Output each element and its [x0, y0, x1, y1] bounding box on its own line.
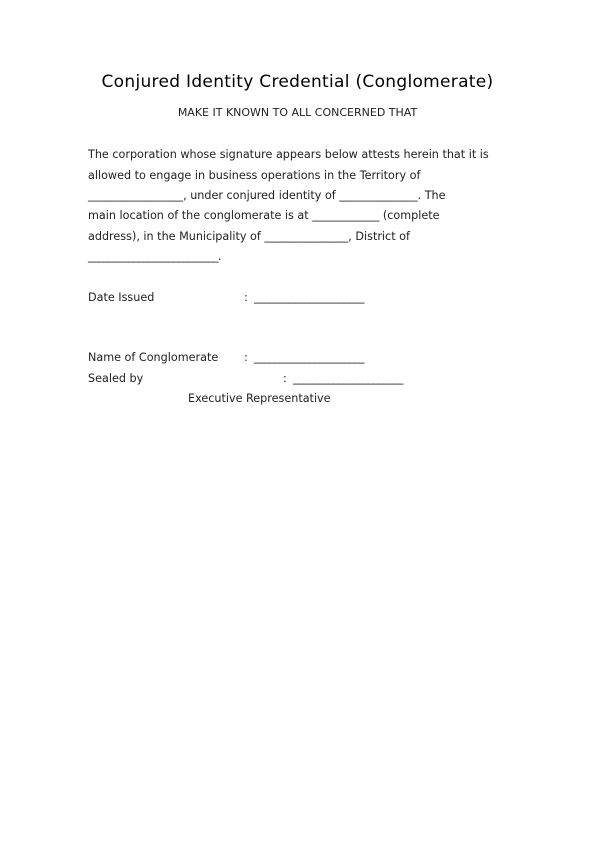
name-of-conglomerate-colon: : [244, 351, 248, 364]
body-line-4: main location of the conglomerate is at ____________ (complete [88, 209, 440, 222]
sealed-by-label: Sealed by [88, 372, 144, 385]
document-subtitle: MAKE IT KNOWN TO ALL CONCERNED THAT [177, 106, 418, 119]
document-title: Conjured Identity Credential (Conglomerate) [101, 72, 494, 92]
body-line-3: _________________, under conjured identity of ______________. The [88, 189, 446, 202]
sealed-by-colon: : [283, 372, 287, 385]
signature-caption: Executive Representative [188, 392, 331, 405]
name-of-conglomerate-field: ______________________ [254, 351, 364, 364]
name-of-conglomerate-label: Name of Conglomerate [88, 351, 219, 364]
date-issued-label: Date Issued [88, 291, 155, 304]
date-issued-field: ______________________ [254, 291, 364, 304]
body-line-1: The corporation whose signature appears below attests herein that it is [88, 148, 489, 161]
body-line-6: __________________________. [88, 250, 221, 263]
body-line-2: allowed to engage in business operations in the Territory of [88, 169, 421, 182]
body-line-5: address), in the Municipality of _______________, District of [88, 230, 410, 243]
sealed-by-field: ______________________ [293, 372, 403, 385]
date-issued-colon: : [244, 291, 248, 304]
